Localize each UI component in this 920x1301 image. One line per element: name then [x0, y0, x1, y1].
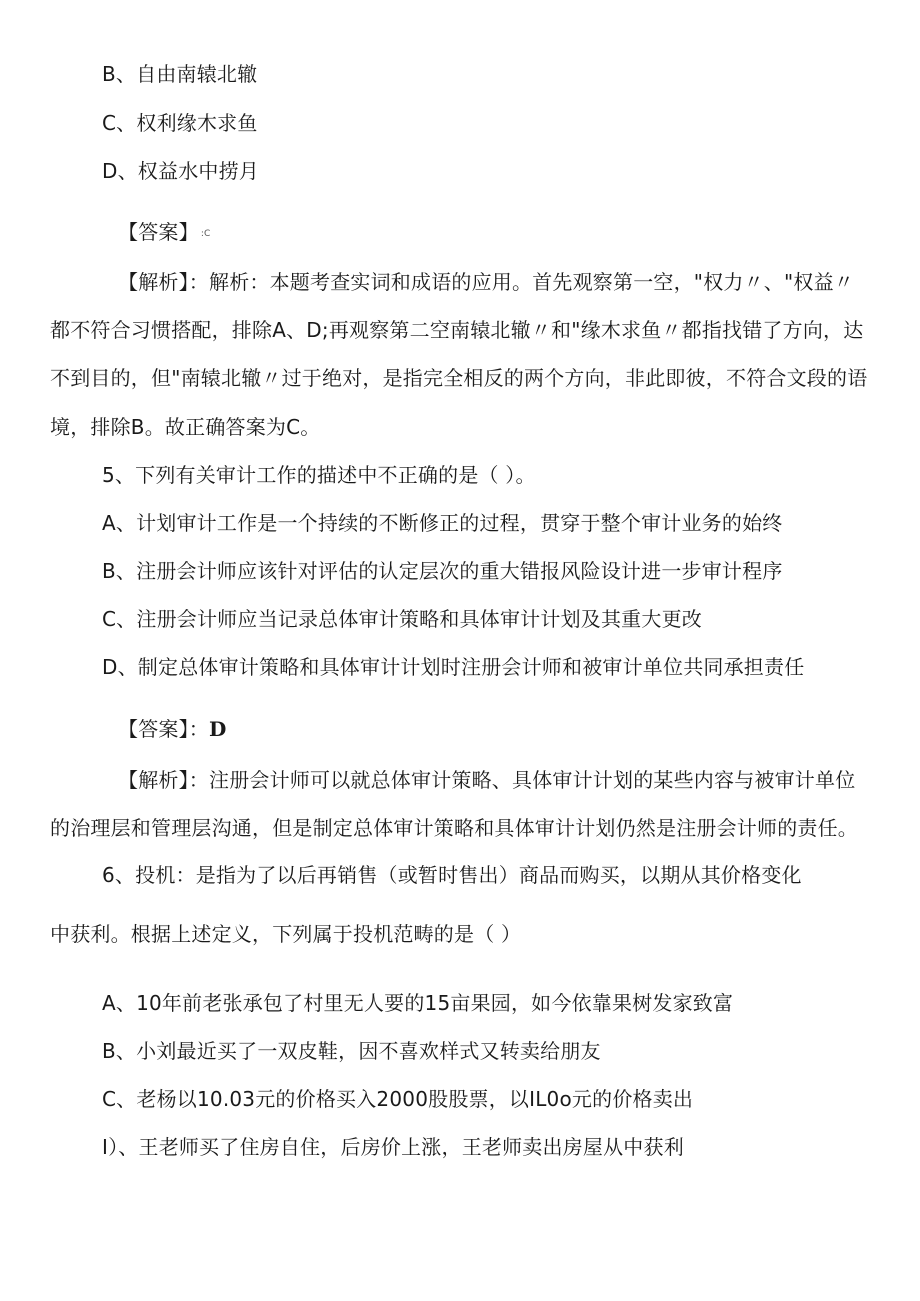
q5-answer-label: 【答案】：	[118, 717, 209, 741]
q4-option-c: C、权利缘木求鱼	[102, 111, 258, 135]
q4-explanation-line-4: 境，排除B。故正确答案为C。	[50, 415, 321, 439]
q4-explanation-line-3: 不到目的，但"南辕北辙〃过于绝对，是指完全相反的两个方向，非此即彼，不符合文段的语	[50, 366, 868, 390]
q5-option-b: B、注册会计师应该针对评估的认定层次的重大错报风险设计进一步审计程序	[102, 559, 783, 583]
q5-answer-value: D	[209, 717, 227, 741]
q6-option-d: I）、王老师买了住房自住，后房价上涨，王老师卖出房屋从中获利	[102, 1135, 684, 1159]
q4-answer	[118, 218, 211, 248]
q4-option-b: B、自由南辕北辙	[102, 62, 258, 86]
q6-question-line-2: 中获利。根据上述定义，下列属于投机范畴的是（ ）	[50, 922, 522, 946]
q4-answer-value: :C	[200, 228, 211, 239]
q5-explanation-line-1: 【解析】：注册会计师可以就总体审计策略、具体审计计划的某些内容与被审计单位	[118, 768, 856, 792]
q4-explanation-line-1: 【解析】：解析：本题考查实词和成语的应用。首先观察第一空，"权力〃、"权益〃	[118, 270, 854, 294]
q6-option-b: B、小刘最近买了一双皮鞋，因不喜欢样式又转卖给朋友	[102, 1039, 601, 1063]
q4-answer-label: 【答案】	[118, 220, 199, 244]
q6-option-a: A、10年前老张承包了村里无人要的15亩果园，如今依靠果树发家致富	[102, 991, 734, 1015]
q4-explanation-line-2: 都不符合习惯搭配，排除A、D;再观察第二空南辕北辙〃和"缘木求鱼〃都指找错了方向，达	[50, 318, 864, 342]
q5-answer	[118, 715, 227, 743]
q5-option-c: C、注册会计师应当记录总体审计策略和具体审计计划及其重大更改	[102, 607, 702, 631]
q5-option-d: D、制定总体审计策略和具体审计计划时注册会计师和被审计单位共同承担责任	[102, 655, 805, 679]
q5-explanation-line-2: 的治理层和管理层沟通，但是制定总体审计策略和具体审计计划仍然是注册会计师的责任。	[50, 816, 858, 840]
q4-option-d: D、权益水中捞月	[102, 159, 260, 183]
q5-option-a: A、计划审计工作是一个持续的不断修正的过程，贯穿于整个审计业务的始终	[102, 511, 783, 535]
q6-option-c: C、老杨以10.03元的价格买入2000股股票，以IL0o元的价格卖出	[102, 1087, 694, 1111]
q5-question: 5、下列有关审计工作的描述中不正确的是（ ）。	[102, 463, 536, 487]
q6-question-line-1: 6、投机：是指为了以后再销售（或暂时售出）商品而购买，以期从其价格变化	[102, 863, 802, 887]
